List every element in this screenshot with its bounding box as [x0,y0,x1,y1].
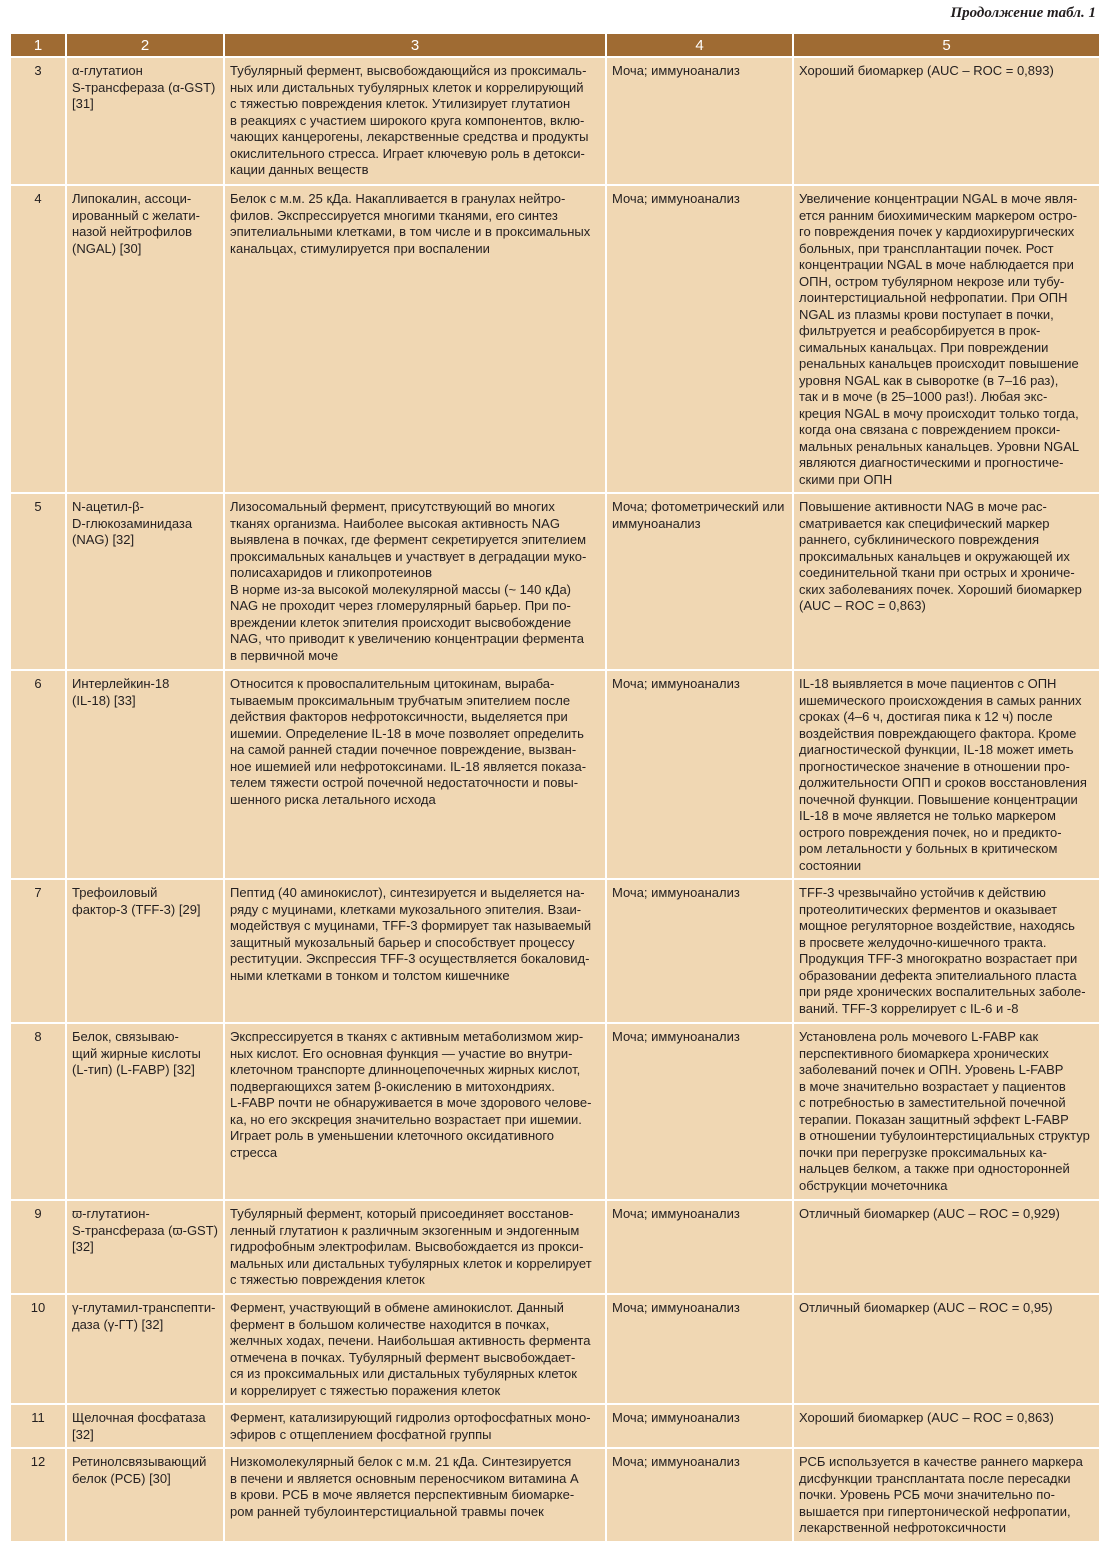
clinical-significance: Хороший биомаркер (AUC – ROC = 0,893) [794,58,1099,184]
detection-method: Моча; иммуноанализ [607,186,792,492]
row-number: 11 [11,1405,65,1447]
table-row [11,880,1099,1022]
biomarker-description: Белок с м.м. 25 кДа. Накапливается в гранулах нейтро- филов. Экспрессируется многими тканями, его синтез эпителиальными клетками, в том числе и в проксимальных канальцах, стимулируется при воспалении [225,186,605,492]
table-row [11,1201,1099,1293]
biomarker-name: Трефоиловый фактор-3 (TFF-3) [29] [67,880,223,1022]
column-header: 5 [794,34,1099,56]
table-header [11,34,1099,56]
biomarker-table [9,32,1101,1543]
detection-method: Моча; иммуноанализ [607,58,792,184]
clinical-significance: Установлена роль мочевого L-FABP как перспективного биомаркера хронических заболеваний почек и ОПН. Уровень L-FABP в моче значительно возрастает у пациентов с потребностью в заместительной почечной терапии. Показан защитный эффект L-FABP в отношении тубулоинтерстициальных структур почки при перегрузке проксимальных ка- нальцев белком, а также при односторонней обструкции мочеточника [794,1024,1099,1199]
biomarker-name: Белок, связываю- щий жирные кислоты (L-тип) (L-FABP) [32] [67,1024,223,1199]
table-row [11,58,1099,184]
clinical-significance: Отличный биомаркер (AUC – ROC = 0,95) [794,1295,1099,1403]
row-number: 9 [11,1201,65,1293]
table-row [11,1449,1099,1541]
row-number: 3 [11,58,65,184]
table-container [9,32,1101,1543]
table-row [11,1024,1099,1199]
detection-method: Моча; иммуноанализ [607,671,792,878]
row-number: 4 [11,186,65,492]
row-number: 6 [11,671,65,878]
table-row [11,1295,1099,1403]
detection-method: Моча; иммуноанализ [607,1295,792,1403]
detection-method: Моча; иммуноанализ [607,1405,792,1447]
biomarker-description: Тубулярный фермент, который присоединяет восстанов- ленный глутатион к различным экзогенным и эндогенным гидрофобным электрофилам. Высвобождается из прокси- мальных или дистальных тубулярных клеток и коррелирует с тяжестью повреждения клеток [225,1201,605,1293]
biomarker-description: Пептид (40 аминокислот), синтезируется и выделяется на- ряду с муцинами, клетками мукозального эпителия. Взаи- модействуя с муцинами, TFF-3 формирует так называемый защитный мукозальный барьер и способствует процессу реституции. Экспрессия TFF-3 осуществляется бокаловид- ными клетками в тонком и толстом кишечнике [225,880,605,1022]
detection-method: Моча; иммуноанализ [607,1449,792,1541]
clinical-significance: Повышение активности NAG в моче рас- сматривается как специфический маркер раннего, субклинического повреждения проксимальных канальцев и окружающей их соединительной ткани при острых и хрониче- ских заболеваниях почек. Хороший биомаркер (AUC – ROC = 0,863) [794,494,1099,669]
row-number: 12 [11,1449,65,1541]
clinical-significance: РСБ используется в качестве раннего маркера дисфункции трансплантата после пересадки почки. Уровень РСБ мочи значительно по- вышается при гипертонической нефропатии, лекарственной нефротоксичности [794,1449,1099,1541]
detection-method: Моча; фотометрический или иммуноанализ [607,494,792,669]
biomarker-description: Экспрессируется в тканях с активным метаболизмом жир- ных кислот. Его основная функция — участие во внутри- клеточном транспорте длинноцепочечных жирных кислот, подвергающихся затем β-окислению в митохондриях. L-FABP почти не обнаруживается в моче здорового челове- ка, но его экскреция значительно возрастает при ишемии. Играет роль в уменьшении клеточного оксидативного стресса [225,1024,605,1199]
biomarker-name: ϖ-глутатион- S-трансфераза (ϖ-GST) [32] [67,1201,223,1293]
column-header: 1 [11,34,65,56]
column-header: 3 [225,34,605,56]
clinical-significance: Хороший биомаркер (AUC – ROC = 0,863) [794,1405,1099,1447]
biomarker-description: Лизосомальный фермент, присутствующий во многих тканях организма. Наиболее высокая активность NAG выявлена в почках, где фермент секретируется эпителием проксимальных канальцев и участвует в деградации муко- полисахаридов и гликопротеинов В норме из-за высокой молекулярной массы (~ 140 кДа) NAG не проходит через гломерулярный барьер. При по- вреждении клеток эпителия происходит высвобождение NAG, что приводит к увеличению концентрации фермента в первичной моче [225,494,605,669]
header-row [11,34,1099,56]
biomarker-name: Интерлейкин-18 (IL-18) [33] [67,671,223,878]
detection-method: Моча; иммуноанализ [607,880,792,1022]
biomarker-name: α-глутатион S-трансфераза (α-GST) [31] [67,58,223,184]
column-header: 4 [607,34,792,56]
row-number: 5 [11,494,65,669]
biomarker-name: Липокалин, ассоци- ированный с желати- назой нейтрофилов (NGAL) [30] [67,186,223,492]
biomarker-description: Фермент, катализирующий гидролиз ортофосфатных моно- эфиров с отщеплением фосфатной группы [225,1405,605,1447]
clinical-significance: IL-18 выявляется в моче пациентов с ОПН ишемического происхождения в самых ранних сроках (4–6 ч, достигая пика к 12 ч) после воздействия повреждающего фактора. Кроме диагностической функции, IL-18 может иметь прогностическое значение в отношении про- должительности ОПП и сроков восстановления почечной функции. Повышение концентрации IL-18 в моче является не только маркером острого повреждения почек, но и предикто- ром летальности у больных в критическом состоянии [794,671,1099,878]
table-row [11,1405,1099,1447]
table-caption: Продолжение табл. 1 [950,5,1096,21]
row-number: 7 [11,880,65,1022]
table-body [11,58,1099,1541]
clinical-significance: Отличный биомаркер (AUC – ROC = 0,929) [794,1201,1099,1293]
biomarker-description: Тубулярный фермент, высвобождающийся из проксималь- ных или дистальных тубулярных клеток и коррелирующий с тяжестью повреждения клеток. Утилизирует глутатион в реакциях с участием широкого круга компонентов, вклю- чающих канцерогены, лекарственные средства и продукты окислительного стресса. Играет ключевую роль в детокси- кации данных веществ [225,58,605,184]
biomarker-description: Фермент, участвующий в обмене аминокислот. Данный фермент в большом количестве находится в почках, желчных ходах, печени. Наибольшая активность фермента отмечена в почках. Тубулярный фермент высвобождает- ся из проксимальных или дистальных тубулярных клеток и коррелирует с тяжестью поражения клеток [225,1295,605,1403]
detection-method: Моча; иммуноанализ [607,1201,792,1293]
clinical-significance: Увеличение концентрации NGAL в моче явля- ется ранним биохимическим маркером остро- го повреждения почек у кардиохирургических больных, при трансплантации почек. Рост концентрации NGAL в моче наблюдается при ОПН, остром тубулярном некрозе или тубу- лоинтерстициальной нефропатии. При ОПН NGAL из плазмы крови поступает в почки, фильтруется и реабсорбируется в прок- симальных канальцах. При повреждении ренальных канальцев происходит повышение уровня NGAL как в сыворотке (в 7–16 раз), так и в моче (в 25–1000 раз!). Любая экс- креция NGAL в мочу происходит только тогда, когда она связана с повреждением прокси- мальных ренальных канальцев. Уровни NGAL являются диагностическими и прогностиче- скими при ОПН [794,186,1099,492]
table-row [11,671,1099,878]
biomarker-name: γ-глутамил-транспепти- даза (γ-ГТ) [32] [67,1295,223,1403]
biomarker-name: Щелочная фосфатаза [32] [67,1405,223,1447]
detection-method: Моча; иммуноанализ [607,1024,792,1199]
biomarker-description: Относится к провоспалительным цитокинам, выраба- тываемым проксимальным трубчатым эпителием после действия факторов нефротоксичности, выделяется при ишемии. Определение IL-18 в моче позволяет определить на самой ранней стадии почечное повреждение, вызван- ное ишемией или нефротоксинами. IL-18 является показа- телем тяжести острой почечной недостаточности и повы- шенного риска летального исхода [225,671,605,878]
biomarker-description: Низкомолекулярный белок с м.м. 21 кДа. Синтезируется в печени и является основным переносчиком витамина А в крови. РСБ в моче является перспективным биомарке- ром ранней тубулоинтерстициальной травмы почек [225,1449,605,1541]
column-header: 2 [67,34,223,56]
table-row [11,494,1099,669]
table-row [11,186,1099,492]
row-number: 10 [11,1295,65,1403]
biomarker-name: Ретинолсвязывающий белок (РСБ) [30] [67,1449,223,1541]
biomarker-name: N-ацетил-β- D-глюкозаминидаза (NAG) [32] [67,494,223,669]
row-number: 8 [11,1024,65,1199]
clinical-significance: TFF-3 чрезвычайно устойчив к действию протеолитических ферментов и оказывает мощное регуляторное воздействие, находясь в просвете желудочно-кишечного тракта. Продукция TFF-3 многократно возрастает при образовании дефекта эпителиального пласта при ряде хронических воспалительных заболе- ваний. TFF-3 коррелирует с IL-6 и -8 [794,880,1099,1022]
